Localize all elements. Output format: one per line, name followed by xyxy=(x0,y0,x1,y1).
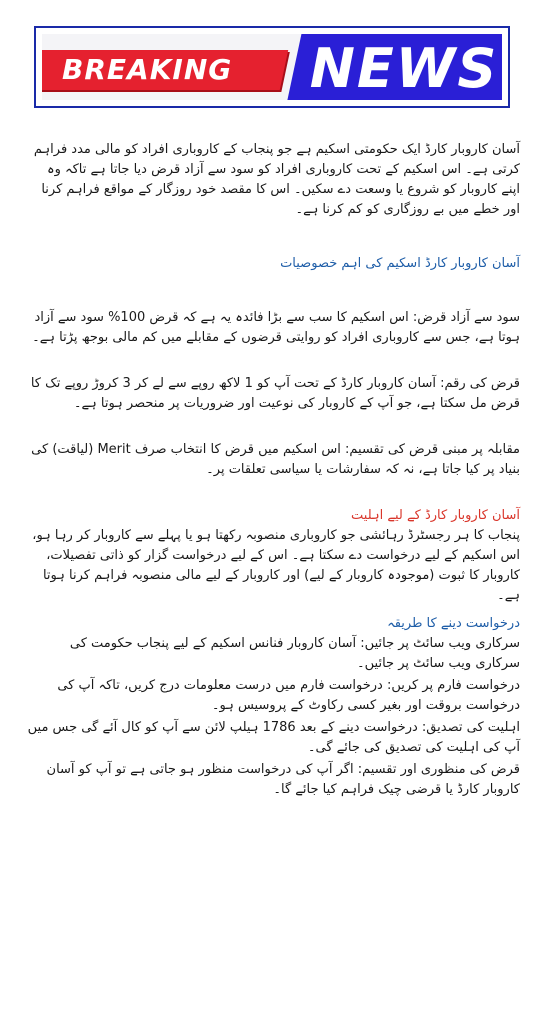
feature-interest-free: سود سے آزاد قرض: اس اسکیم کا سب سے بڑا فائدہ یہ ہے کہ قرض 100% سود سے آزاد ہوتا ہے، جس سے کاروباری افراد کو روایتی قرضوں کے مقابلے میں کم مالی بوجھ پڑتا ہے۔ xyxy=(32,310,520,345)
eligibility-paragraph: پنجاب کا ہر رجسٹرڈ رہائشی جو کاروباری منصوبہ رکھتا ہو یا پہلے سے کاروبار کر رہا ہو، اس اسکیم کے لیے درخواست دے سکتا ہے۔ اس کے لیے درخواست گزار کو ذاتی تفصیلات، کاروبار کا ثبوت (موجودہ کاروبار کے لیے) اور کاروبار کے لیے مالی منصوبہ فراہم کرنا ہوتا ہے۔ xyxy=(32,528,520,603)
feature-loan-amount: قرض کی رقم: آسان کاروبار کارڈ کے تحت آپ کو 1 لاکھ روپے سے لے کر 3 کروڑ روپے تک کا قرض مل سکتا ہے، جو آپ کے کاروبار کی نوعیت اور ضروریات پر منحصر ہوتا ہے۔ xyxy=(30,376,520,411)
apply-heading: درخواست دینے کا طریقہ xyxy=(387,616,520,631)
breaking-news-banner xyxy=(34,26,510,108)
eligibility-heading: آسان کاروبار کارڈ کے لیے اہلیت xyxy=(351,508,520,523)
apply-step-approval: قرض کی منظوری اور تقسیم: اگر آپ کی درخواست منظور ہو جاتی ہے تو آپ کو آسان کاروبار کارڈ یا قرضی چیک فراہم کیا جائے گا۔ xyxy=(46,762,520,797)
apply-step-website: سرکاری ویب سائٹ پر جائیں: آسان کاروبار فنانس اسکیم کے لیے پنجاب حکومت کی سرکاری ویب سائٹ پر جائیں۔ xyxy=(69,636,520,671)
intro-paragraph: آسان کاروبار کارڈ ایک حکومتی اسکیم ہے جو پنجاب کے کاروباری افراد کو مالی مدد فراہم کرتی ہے۔ اس اسکیم کے تحت کاروباری افراد کو سود سے آزاد قرض دیا جاتا ہے تاکہ وہ اپنے کاروبار کو شروع یا وسعت دے سکیں۔ اس کا مقصد خود روزگار کے مواقع فراہم کرنا اور خطے میں بے روزگاری کو کم کرنا ہے۔ xyxy=(33,142,520,217)
banner-breaking-text: BREAKING xyxy=(62,53,233,86)
banner-news-text: NEWS xyxy=(309,37,499,100)
feature-merit-distribution: مقابلہ پر مبنی قرض کی تقسیم: اس اسکیم میں قرض کا انتخاب صرف Merit (لیاقت) کی بنیاد پر کیا جاتا ہے، نہ کہ سفارشات یا سیاسی تعلقات پر۔ xyxy=(31,442,520,477)
banner-background xyxy=(42,34,502,100)
apply-step-form: درخواست فارم پر کریں: درخواست فارم میں درست معلومات درج کریں، تاکہ آپ کی درخواست بروقت اور بغیر کسی رکاوٹ کے پروسیس ہو۔ xyxy=(57,678,520,713)
features-heading: آسان کاروبار کارڈ اسکیم کی اہم خصوصیات xyxy=(280,256,520,271)
article-body xyxy=(26,140,520,800)
apply-step-verification: اہلیت کی تصدیق: درخواست دینے کے بعد 1786 ہیلپ لائن سے آپ کو کال آئے گی جس میں آپ کی اہلیت کی تصدیق کی جائے گی۔ xyxy=(27,720,520,755)
